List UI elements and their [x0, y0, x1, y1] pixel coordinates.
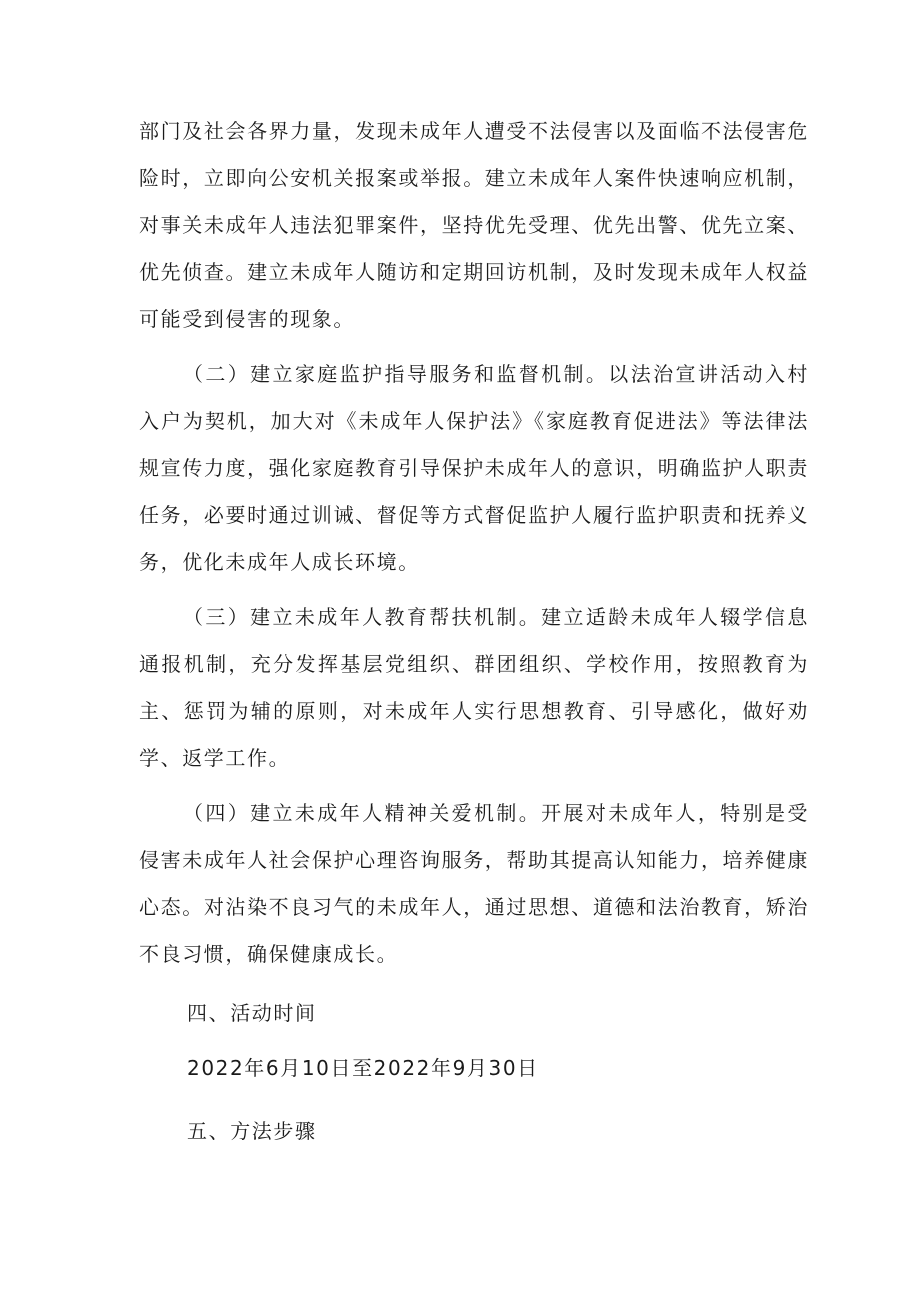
section-five-heading: 五、方法步骤	[187, 1119, 317, 1143]
paragraph-continued: 部门及社会各界力量，发现未成年人遭受不法侵害以及面临不法侵害危险时，立即向公安机关报案或举报。建立未成年人案件快速响应机制，对事关未成年人违法犯罪案件，坚持优先受理、优先出警、优先立案、优先侦查。建立未成年人随访和定期回访机制，及时发现未成年人权益可能受到侵害的现象。	[139, 119, 809, 331]
paragraph-mental-care: （四）建立未成年人精神关爱机制。开展对未成年人，特别是受侵害未成年人社会保护心理咨询服务，帮助其提高认知能力，培养健康心态。对沾染不良习气的未成年人，通过思想、道德和法治教育，矫治不良习惯，确保健康成长。	[139, 801, 809, 966]
activity-period: 2022年6月10日至2022年9月30日	[187, 1056, 539, 1080]
paragraph-education-support: （三）建立未成年人教育帮扶机制。建立适龄未成年人辍学信息通报机制，充分发挥基层党组织、群团组织、学校作用，按照教育为主、惩罚为辅的原则，对未成年人实行思想教育、引导感化，做好劝学、返学工作。	[139, 605, 809, 770]
paragraph-family-guardianship: （二）建立家庭监护指导服务和监督机制。以法治宣讲活动入村入户为契机，加大对《未成年人保护法》《家庭教育促进法》等法律法规宣传力度，强化家庭教育引导保护未成年人的意识，明确监护人职责任务，必要时通过训诫、督促等方式督促监护人履行监护职责和抚养义务，优化未成年人成长环境。	[139, 362, 809, 574]
document-page	[139, 108, 809, 1155]
section-four-heading: 四、活动时间	[187, 1001, 317, 1025]
